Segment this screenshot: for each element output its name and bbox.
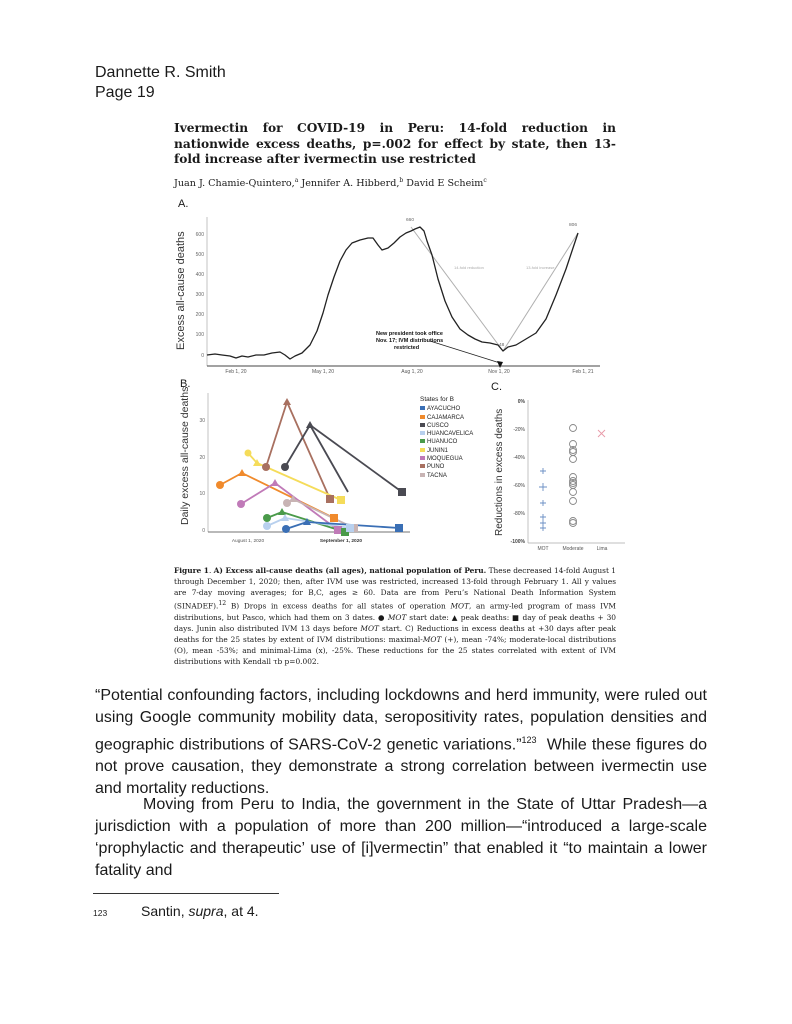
panel-b-ylabel: Daily excess all-cause deaths: [179, 386, 191, 525]
svg-text:Nov 1, 20: Nov 1, 20: [488, 369, 510, 375]
svg-text:Nov. 17; IVM distributions: Nov. 17; IVM distributions: [376, 338, 444, 344]
svg-text:-80%: -80%: [513, 511, 525, 517]
chart-panel-a: [170, 205, 630, 375]
legend-item-puno: PUNO: [420, 463, 473, 471]
svg-text:August 1, 2020: August 1, 2020: [231, 539, 265, 544]
svg-text:0: 0: [202, 528, 205, 534]
mot-markers: [539, 468, 547, 531]
body-paragraph-2: Moving from Peru to India, the government in the State of Uttar Pradesh—a jurisdiction with a population of more than 200 million—“introduced a large-scale ‘prophylactic and therapeutic’ use of [i]vermectin” that enabled it “to maintain a lower fatality and: [95, 796, 707, 879]
author-1: Juan J. Chamie-Quintero,: [174, 178, 295, 190]
panel-a-ylabel: Excess all-cause deaths: [175, 231, 187, 350]
figure-caption: Figure 1. A) Excess all-cause deaths (all ages), national population of Peru. These decreased 14-fold August 1 through December 1, 2020; then, after IVM use was restricted, increased 13-fold through February 1. All y values are 7-day moving averages; for B,C, ages ≥ 60. Data are from Peru’s National Death Information System (SINADEF).$^{12}$ B) Drops in excess deaths for all states of operation MOT, an army-led program of mass IVM distributions, but Pasco, which had them on 3 dates. ● MOT start date: ▲ peak deaths: ■ day of peak deaths + 30 days. Junin also distributed IVM 13 days before MOT start. C) Reductions in excess deaths at +30 days after peak deaths for the 25 states by extent of IVM distributions: maximal-MOT (+), mean -74%; moderate-local distributions (O), mean -53%; and minimal-Lima (x), -25%. These reductions for the 25 states correlated with extent of IVM distributions with Kendall τb p=0.002.: [174, 566, 616, 667]
svg-text:September 1, 2020: September 1, 2020: [319, 539, 363, 544]
svg-text:-20%: -20%: [513, 427, 525, 433]
author-3: David E Scheim: [406, 178, 484, 190]
chart-panel-b: [170, 385, 410, 550]
svg-text:500: 500: [195, 252, 204, 258]
moderate-markers: [570, 425, 577, 527]
svg-text:Moderate: Moderate: [562, 546, 584, 552]
svg-text:300: 300: [195, 292, 204, 298]
body-paragraph-1: “Potential confounding factors, including lockdowns and herd immunity, were ruled out using Google community mobility data, seropositivity rates, population densities and geographic distributions of SARS-CoV-2 genetic variations.”$^{123}$ While these figures do not prove causation, they demonstrate a strong correlation between ivermectin use and mortality reductions.: [95, 687, 712, 798]
page-number: Page 19: [95, 84, 155, 101]
peak-markers: [238, 398, 314, 525]
legend-item-huancavelica: HUANCAVELICA: [420, 430, 473, 438]
legend-item-cajamarca: CAJAMARCA: [420, 414, 473, 422]
svg-text:restricted: restricted: [394, 345, 420, 351]
legend-item-huanuco: HUANUCO: [420, 438, 473, 446]
panel-c-xticks: [537, 546, 607, 552]
svg-text:Feb 1, 21: Feb 1, 21: [572, 369, 594, 375]
peak-plus-30-markers: [326, 488, 406, 536]
svg-text:400: 400: [195, 272, 204, 278]
legend-item-tacna: TACNA: [420, 472, 473, 480]
panel-a-label: A.: [178, 198, 189, 210]
annotation-14-fold: 14-fold reduction: [454, 265, 484, 270]
author-2: Jennifer A. Hibberd,: [301, 178, 400, 190]
legend-item-moquegua: MOQUEGUA: [420, 455, 473, 463]
svg-text:-40%: -40%: [513, 455, 525, 461]
annotation-president: New president took office: [376, 331, 443, 337]
footnote-number: 123: [93, 908, 108, 918]
svg-text:Feb 1, 20: Feb 1, 20: [225, 369, 247, 375]
panel-b-xticks: [232, 538, 363, 544]
svg-text:20: 20: [199, 455, 205, 461]
panel-a-xticks: [225, 369, 593, 375]
svg-text:600: 600: [195, 232, 204, 238]
article-authors: Juan J. Chamie-Quintero,$^a$ Jennifer A. Hibberd,$^b$ David E Scheim$^c$: [174, 177, 487, 190]
annotation-660: 660: [406, 218, 415, 223]
article-title: Ivermectin for COVID-19 in Peru: 14-fold reduction in nationwide excess deaths, p=.002 for effect by state, then 13-fold increase after ivermectin use restricted: [174, 121, 616, 166]
svg-text:MOT: MOT: [537, 546, 549, 552]
panel-c-ylabel: Reductions in excess deaths: [494, 408, 505, 536]
svg-text:100: 100: [195, 332, 204, 338]
annotation-48: 48: [499, 343, 505, 348]
panel-a-yticks: [196, 232, 205, 359]
panel-b-yticks: [199, 418, 205, 534]
svg-text:Aug 1, 20: Aug 1, 20: [401, 369, 423, 375]
annotation-806: 806: [569, 223, 578, 228]
annotation-13-fold: 13-fold increase: [526, 265, 555, 270]
svg-text:200: 200: [195, 312, 204, 318]
svg-text:30: 30: [199, 418, 205, 424]
svg-text:Lima: Lima: [596, 546, 608, 552]
svg-text:0: 0: [201, 353, 204, 359]
author-name: Dannette R. Smith: [95, 64, 226, 81]
panel-b-legend: [420, 396, 473, 480]
footnote-divider: [93, 893, 279, 894]
panel-c-label: C.: [491, 381, 502, 393]
footnote-ref-123[interactable]: 123: [521, 735, 537, 745]
panel-b-label: B.: [180, 378, 191, 390]
panel-c-yticks: [511, 399, 526, 545]
legend-title: States for B: [420, 396, 454, 403]
series-cusco: [285, 425, 348, 492]
lima-marker: [598, 430, 605, 437]
legend-item-cusco: CUSCO: [420, 422, 473, 430]
page-header: [95, 63, 226, 103]
chart-panel-c: [485, 388, 635, 553]
series-junin: [248, 453, 341, 500]
svg-text:-100%: -100%: [510, 539, 525, 545]
legend-item-ayacucho: AYACUCHO: [420, 405, 473, 413]
legend-item-junin: JUNIN1: [420, 447, 473, 455]
footnote-text: Santin, supra, at 4.: [141, 903, 259, 919]
svg-text:10: 10: [199, 491, 205, 497]
svg-text:-60%: -60%: [513, 483, 525, 489]
svg-text:0%: 0%: [517, 399, 525, 405]
svg-text:May 1, 20: May 1, 20: [312, 369, 334, 375]
